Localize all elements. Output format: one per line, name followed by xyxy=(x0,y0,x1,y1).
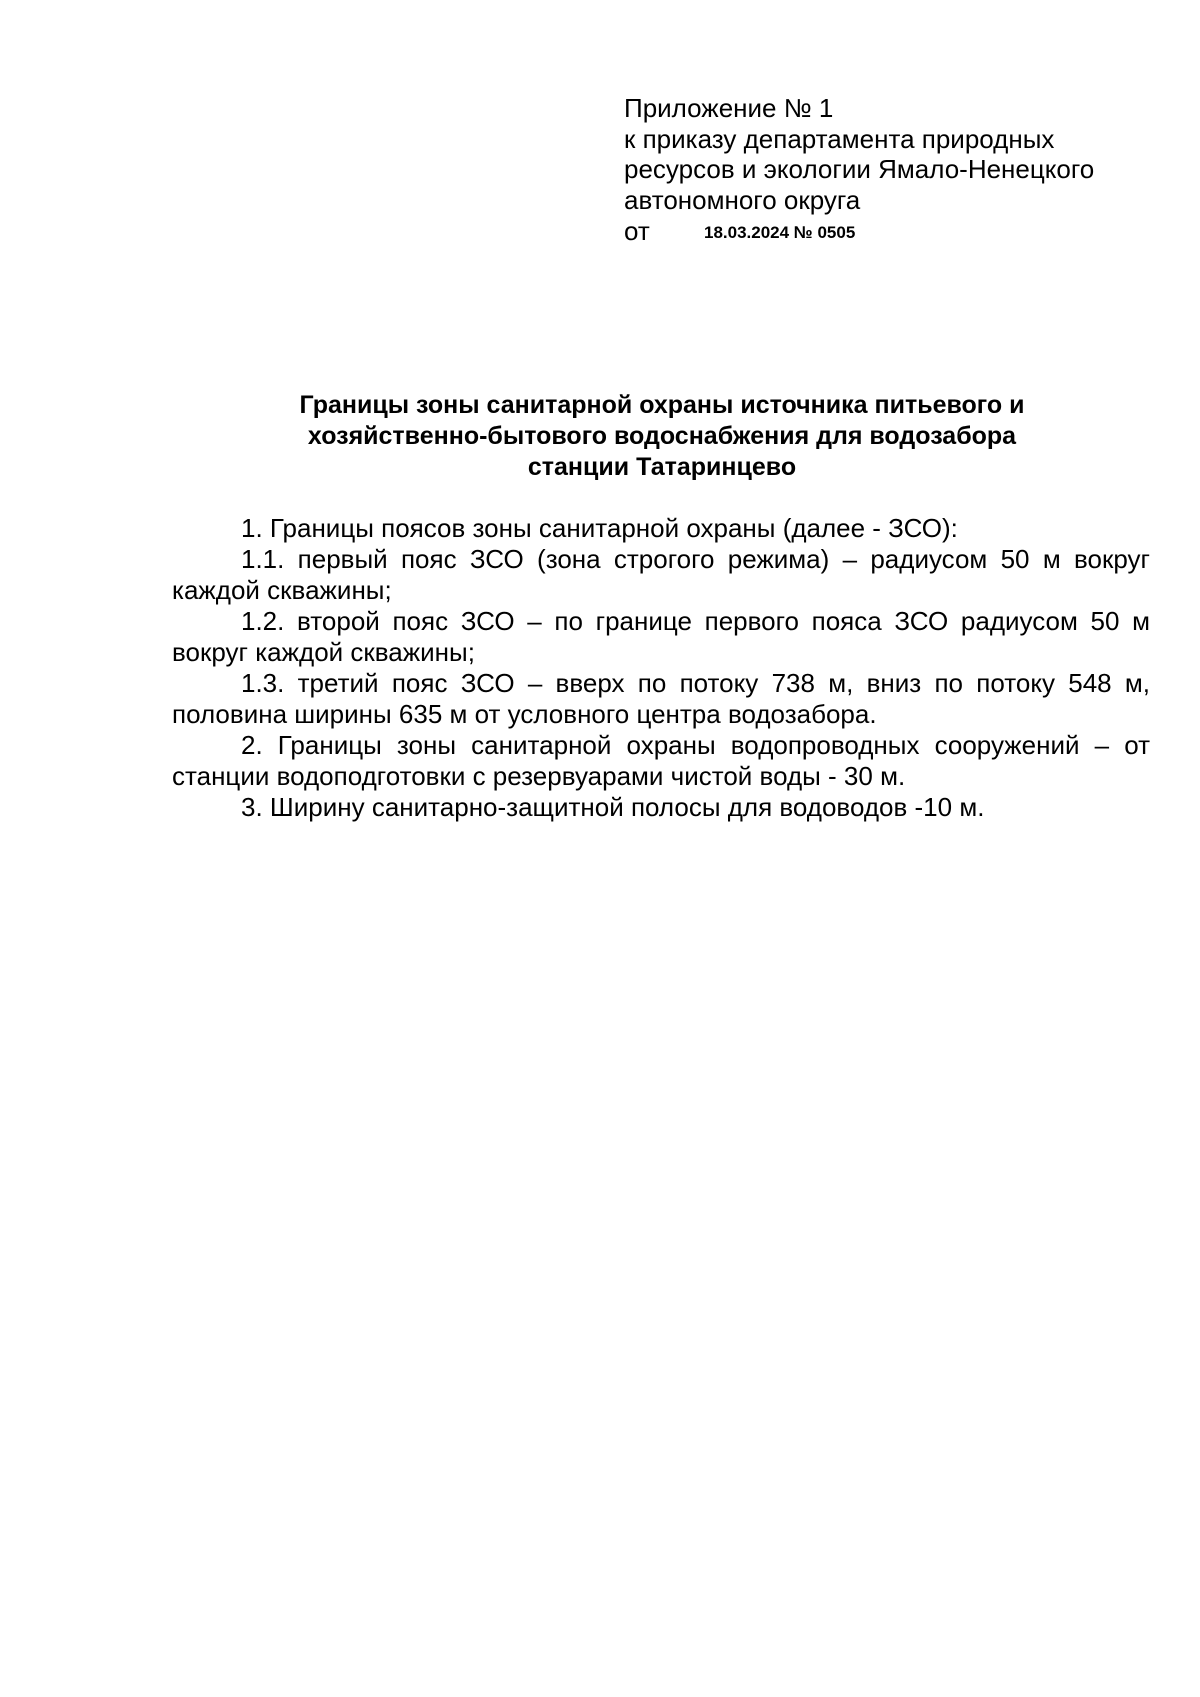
paragraph-3: 3. Ширину санитарно-защитной полосы для водоводов -10 м. xyxy=(241,792,985,822)
paragraph-1-2: 1.2. второй пояс ЗСО – по границе первого пояса ЗСО радиусом 50 м вокруг каждой скважины; xyxy=(172,606,1150,667)
paragraph-2: 2. Границы зоны санитарной охраны водопроводных сооружений – от станции водоподготовки с резервуарами чистой воды - 30 м. xyxy=(172,730,1150,791)
appendix-date-line xyxy=(624,216,1144,249)
paragraph-1-3: 1.3. третий пояс ЗСО – вверх по потоку 738 м, вниз по потоку 548 м, половина ширины 635 м от условного центра водозабора. xyxy=(172,668,1150,729)
appendix-header xyxy=(624,93,1144,249)
document-title xyxy=(172,390,1152,483)
appendix-region: автономного округа xyxy=(624,184,861,215)
date-prefix: от xyxy=(624,216,650,246)
appendix-order-reference: к приказу департамента природных xyxy=(624,123,1055,154)
order-date-number: 18.03.2024 № 0505 xyxy=(704,223,856,242)
title-line-1: Границы зоны санитарной охраны источника питьевого и xyxy=(299,391,1025,419)
title-line-2: хозяйственно-бытового водоснабжения для водозабора xyxy=(307,422,1017,450)
title-line-3: станции Татаринцево xyxy=(527,453,797,481)
paragraph-1: 1. Границы поясов зоны санитарной охраны (далее - ЗСО): xyxy=(241,513,958,543)
document-body xyxy=(172,513,1150,823)
appendix-number: Приложение № 1 xyxy=(624,93,834,123)
appendix-department: ресурсов и экологии Ямало-Ненецкого xyxy=(624,154,1095,184)
paragraph-1-1: 1.1. первый пояс ЗСО (зона строгого режима) – радиусом 50 м вокруг каждой скважины; xyxy=(172,544,1150,605)
